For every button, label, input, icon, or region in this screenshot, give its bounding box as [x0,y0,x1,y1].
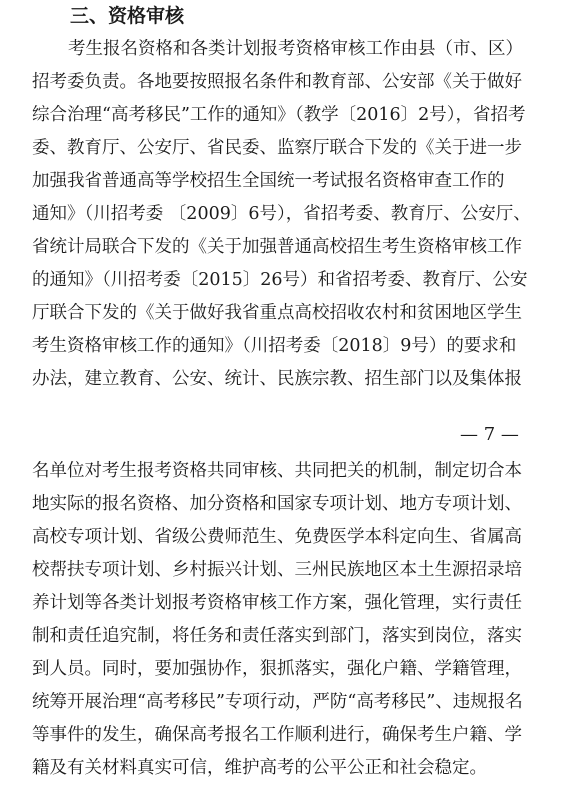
text-line: 考生报名资格和各类计划报考资格审核工作由县（市、区） [68,39,523,59]
text-line: 到人员。同时，要加强协作，狠抓落实，强化户籍、学籍管理， [32,659,522,679]
text-line: 地实际的报名资格、加分资格和国家专项计划、地方专项计划、 [32,494,522,514]
text-line: 籍及有关材料真实可信，维护高考的公平公正和社会稳定。 [32,758,487,778]
text-line: 办法，建立教育、公安、统计、民族宗教、招生部门以及集体报 [32,369,522,389]
text-line: 等事件的发生，确保高考报名工作顺利进行，确保考生户籍、学 [32,725,522,745]
section-heading: 三、资格审核 [70,5,185,27]
text-line: 校帮扶专项计划、乡村振兴计划、三州民族地区本土生源招录培 [32,560,522,580]
text-line: 加强我省普通高等学校招生全国统一考试报名资格审查工作的 [32,171,505,191]
text-line: 考生资格审核工作的通知》（川招考委〔2018〕9号）的要求和 [32,336,517,356]
text-line: 名单位对考生报考资格共同审核、共同把关的机制，制定切合本 [32,461,522,481]
text-line: 统筹开展治理“高考移民”专项行动，严防“高考移民”、违规报名 [32,692,523,712]
text-line: 招考委负责。各地要按照报名条件和教育部、公安部《关于做好 [32,72,522,92]
text-line: 省统计局联合下发的《关于加强普通高校招生考生资格审核工作 [32,237,522,257]
text-line: 制和责任追究制，将任务和责任落实到部门，落实到岗位，落实 [32,626,522,646]
text-line: 厅联合下发的《关于做好我省重点高校招收农村和贫困地区学生 [32,303,522,323]
text-line: 养计划等各类计划报考资格审核工作方案，强化管理，实行责任 [32,593,522,613]
text-line: 的通知》（川招考委〔2015〕26号）和省招考委、教育厅、公安 [32,270,528,290]
page-number: — 7 — [460,424,519,445]
text-line: 高校专项计划、省级公费师范生、免费医学本科定向生、省属高 [32,527,522,547]
text-line: 通知》（川招考委 〔2009〕6号），省招考委、教育厅、公安厅、 [32,204,531,224]
text-line: 委、教育厅、公安厅、省民委、监察厅联合下发的《关于进一步 [32,138,522,158]
text-line: 综合治理“高考移民”工作的通知》（教学〔2016〕2号），省招考 [32,105,526,125]
